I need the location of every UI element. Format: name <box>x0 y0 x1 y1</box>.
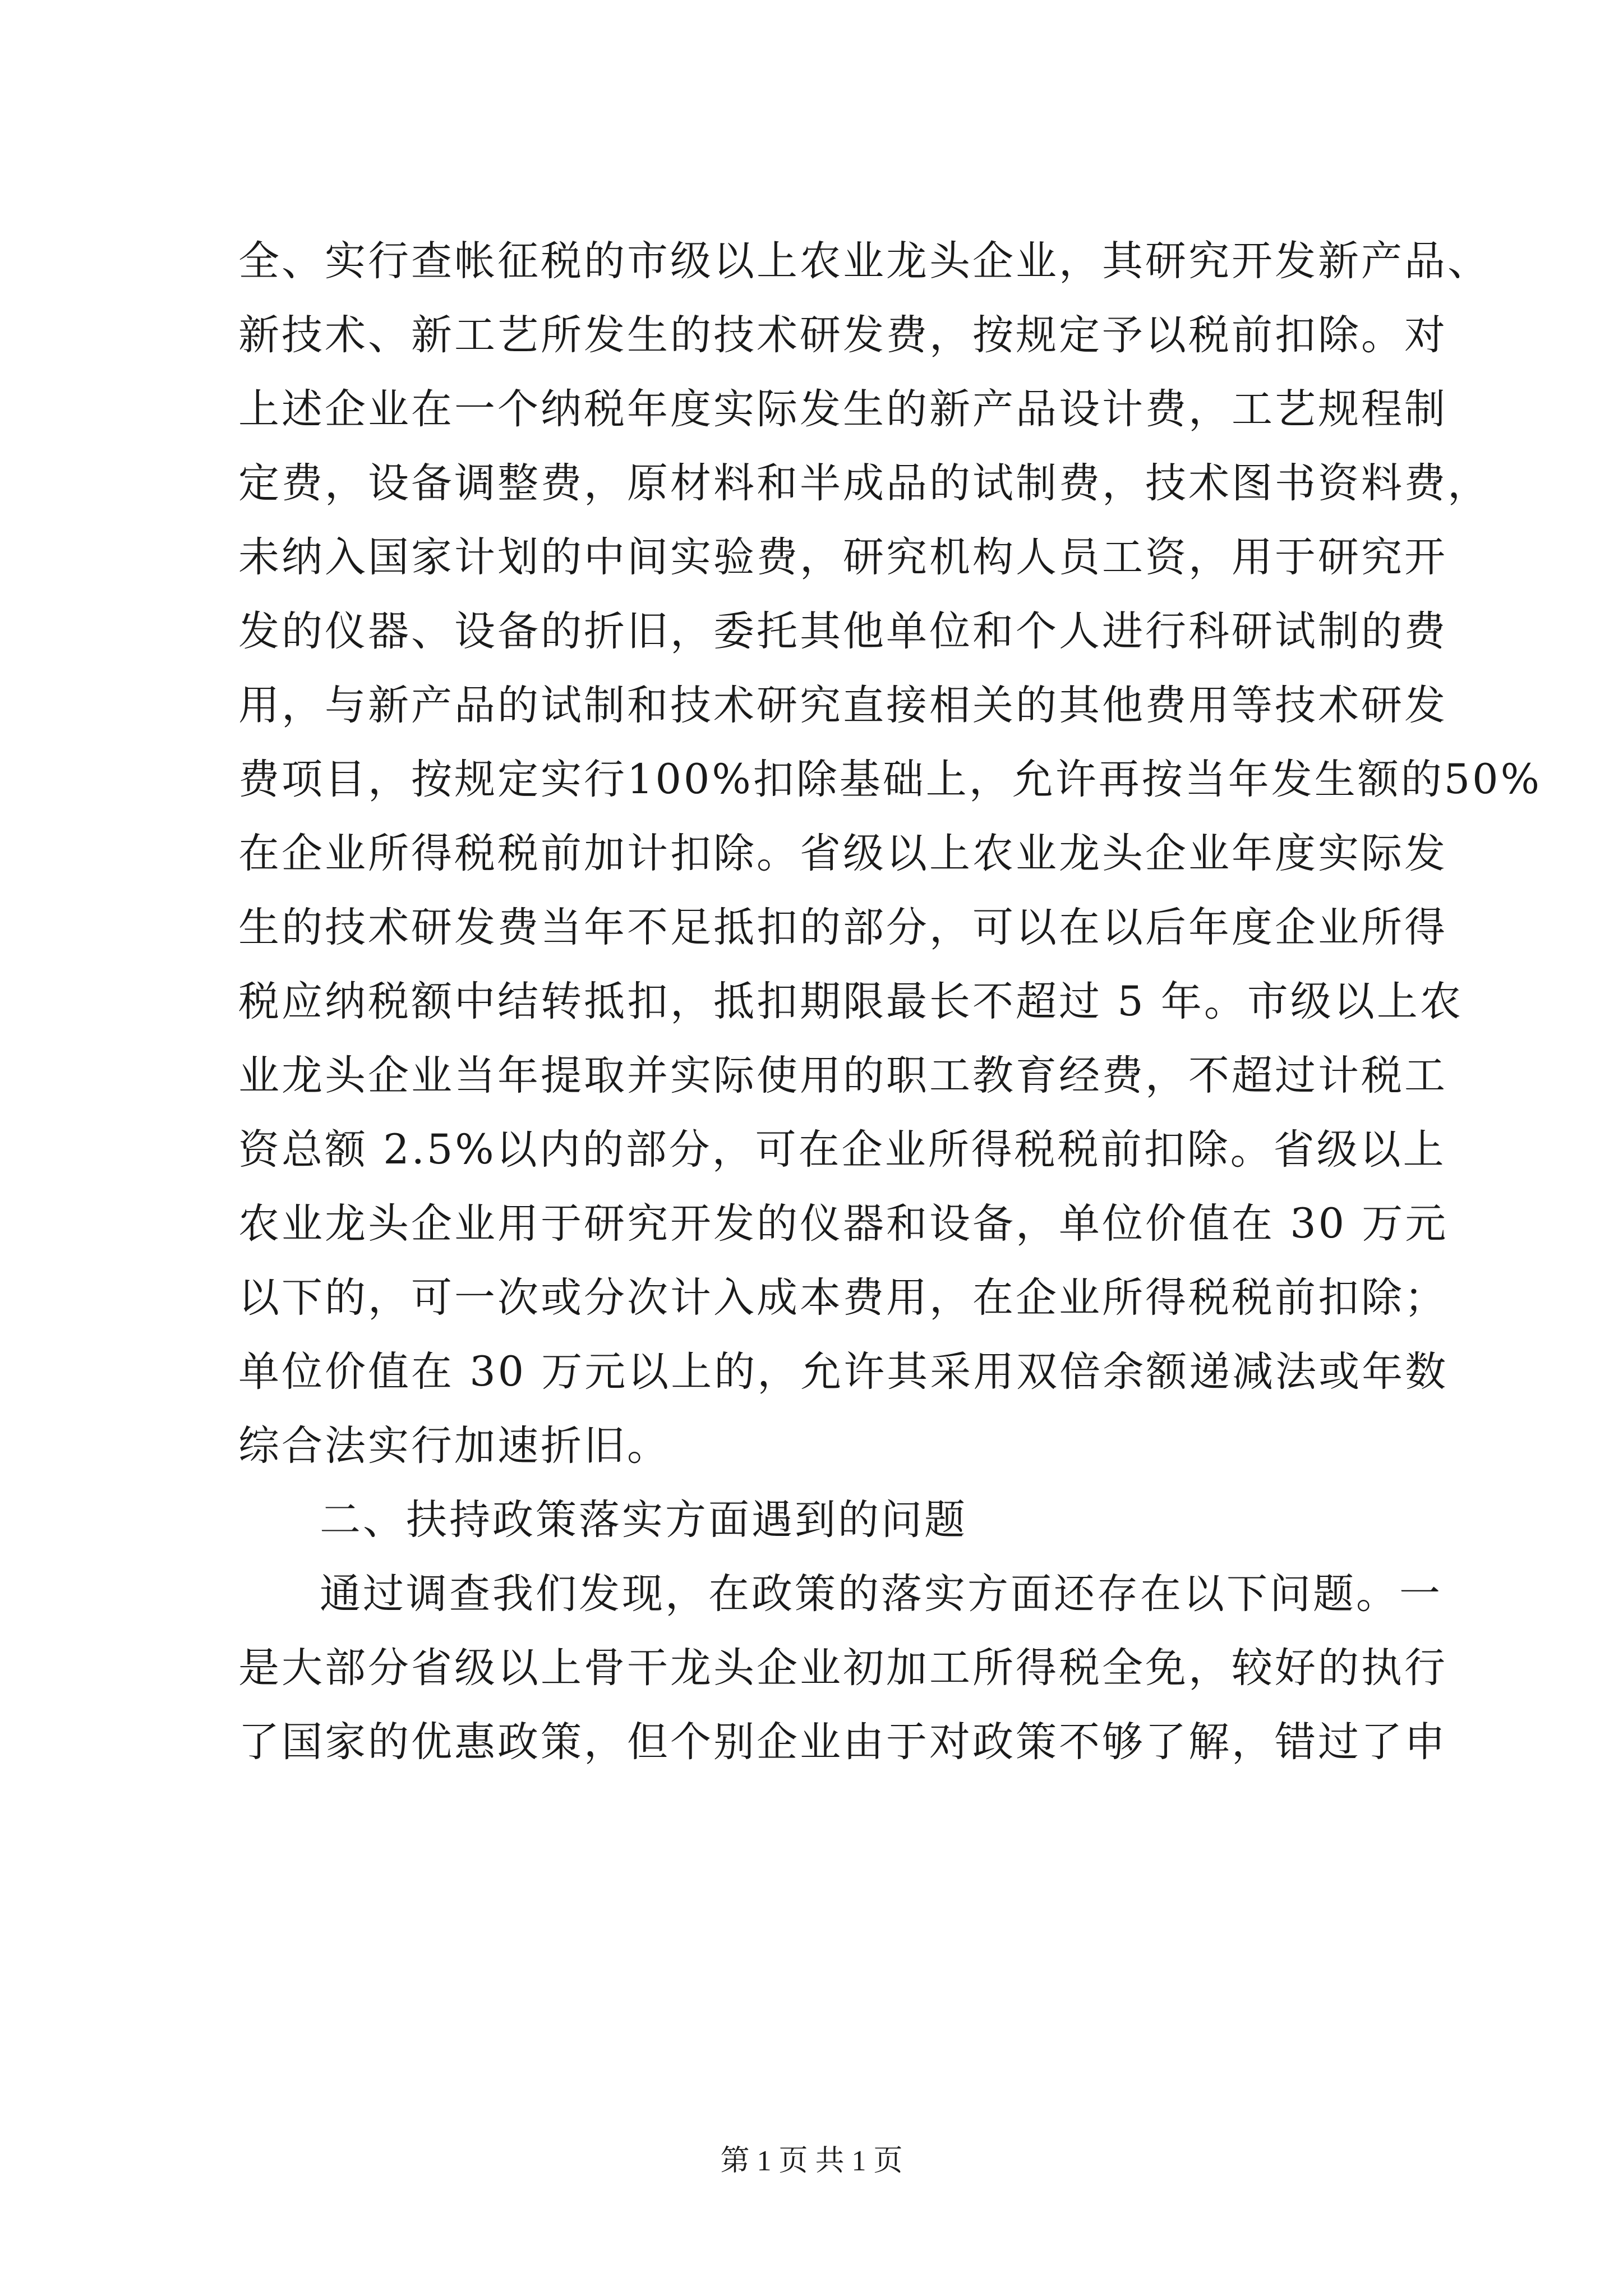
text-line: 通过调查我们发现，在政策的落实方面还存在以下问题。一 <box>320 1570 1442 1618</box>
document-body <box>238 224 1542 1779</box>
text-line: 单位价值在 30 万元以上的，允许其采用双倍余额递减法或年数 <box>238 1348 1449 1396</box>
text-line: 综合法实行加速折旧。 <box>238 1422 670 1470</box>
text-line: 税应纳税额中结转抵扣，抵扣期限最长不超过 5 年。市级以上农 <box>238 978 1463 1025</box>
text-line: 以下的，可一次或分次计入成本费用，在企业所得税税前扣除； <box>238 1274 1447 1322</box>
text-line: 是大部分省级以上骨干龙头企业初加工所得税全免，较好的执行 <box>238 1644 1447 1692</box>
text-line: 业龙头企业当年提取并实际使用的职工教育经费，不超过计税工 <box>238 1052 1447 1099</box>
text-line: 生的技术研发费当年不足抵扣的部分，可以在以后年度企业所得 <box>238 904 1447 951</box>
text-line: 用，与新产品的试制和技术研究直接相关的其他费用等技术研发 <box>238 682 1447 729</box>
text-line: 新技术、新工艺所发生的技术研发费，按规定予以税前扣除。对 <box>238 311 1447 359</box>
text-line: 未纳入国家计划的中间实验费，研究机构人员工资，用于研究开 <box>238 533 1447 581</box>
section-heading: 二、扶持政策落实方面遇到的问题 <box>320 1496 967 1544</box>
text-line: 发的仪器、设备的折旧，委托其他单位和个人进行科研试制的费 <box>238 608 1447 655</box>
text-line: 在企业所得税税前加计扣除。省级以上农业龙头企业年度实际发 <box>238 830 1447 877</box>
text-line: 费项目，按规定实行100%扣除基础上，允许再按当年发生额的50% <box>238 756 1542 803</box>
text-line: 了国家的优惠政策，但个别企业由于对政策不够了解，错过了申 <box>238 1718 1447 1766</box>
page-footer: 第 1 页 共 1 页 <box>720 2145 903 2177</box>
text-line: 全、实行查帐征税的市级以上农业龙头企业，其研究开发新产品、 <box>238 237 1491 285</box>
text-line: 定费，设备调整费，原材料和半成品的试制费，技术图书资料费， <box>238 459 1491 507</box>
text-line: 上述企业在一个纳税年度实际发生的新产品设计费，工艺规程制 <box>238 385 1447 433</box>
text-line: 资总额 2.5%以内的部分，可在企业所得税税前扣除。省级以上 <box>238 1126 1446 1174</box>
text-line: 农业龙头企业用于研究开发的仪器和设备，单位价值在 30 万元 <box>238 1200 1449 1248</box>
